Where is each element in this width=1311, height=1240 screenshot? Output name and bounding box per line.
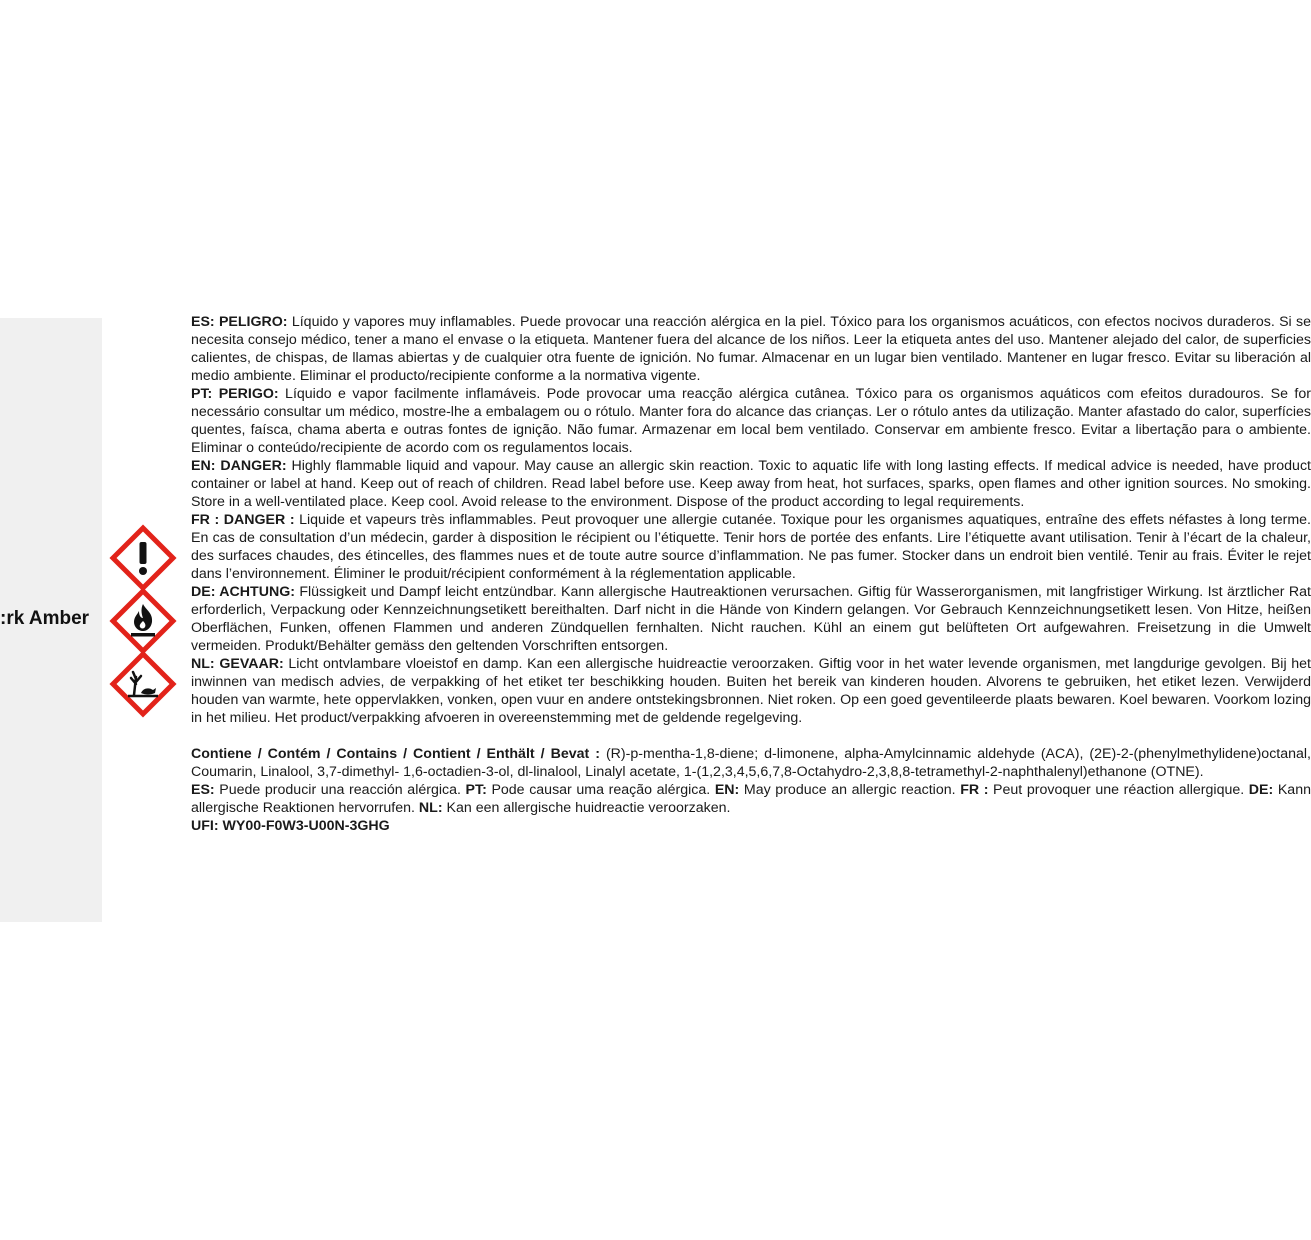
environment-hazard-icon [110, 651, 176, 717]
allergy-label-fr: FR : [960, 782, 989, 798]
allergy-text-de: Kann allergische Reaktionen hervorrufen. [191, 782, 1311, 816]
allergy-label-es: ES: [191, 782, 215, 798]
ufi-code [191, 817, 1311, 835]
allergy-text-fr: Peut provoquer une réaction allergique. [988, 782, 1249, 798]
hazard-label-en: EN: DANGER: [191, 458, 287, 474]
hazard-label-fr: FR : DANGER : [191, 512, 295, 528]
contains-statement [191, 745, 1311, 781]
hazard-statement-en [191, 457, 1311, 511]
contains-label: Contiene / Contém / Contains / Contient / Enthält / Bevat : [191, 746, 600, 762]
ghs-pictograms [110, 525, 176, 717]
hazard-text-es: Líquido y vapores muy inflamables. Puede provocar una reacción alérgica en la piel. Tóxico para los organismos acuáticos, con efectos nocivos duraderos. Si se necesita consejo médico, tener a mano el envase o la etiqueta. Mantener fuera del alcance de los niños. Leer la etiqueta antes del uso. Mantener alejado del calor, de superficies calientes, de chispas, de llamas abiertas y de cualquier otra fuente de ignición. No fumar. Almacenar en un lugar bien ventilado. Mantener en lugar fresco. Evitar su liberación al medio ambiente. Eliminar el producto/recipiente conforme a la normativa vigente. [191, 314, 1311, 384]
allergy-statement [191, 781, 1311, 817]
allergy-label-nl: NL: [418, 800, 443, 816]
hazard-statement-de [191, 583, 1311, 655]
hazard-label-es: ES: PELIGRO: [191, 314, 288, 330]
allergy-text-es: Puede producir una reacción alérgica. [214, 782, 466, 798]
hazard-text-en: Highly flammable liquid and vapour. May cause an allergic skin reaction. Toxic to aquatic life with long lasting effects. If medical advice is needed, have product container or label at hand. Keep out of reach of children. Read label before use. Keep away from heat, hot surfaces, sparks, open flames and other ignition sources. No smoking. Store in a well-ventilated place. Keep cool. Avoid release to the environment. Dispose of the product according to legal requirements. [191, 458, 1311, 510]
hazard-label-pt: PT: PERIGO: [191, 386, 279, 402]
contains-text: (R)-p-mentha-1,8-diene; d-limonene, alpha-Amylcinnamic aldehyde (ACA), (2E)-2-(phenylmethylidene)octanal, Coumarin, Linalool, 3,7-dimethyl- 1,6-octadien-3-ol, dl-linalool, Linalyl acetate, 1-(1,2,3,4,5,6,7,8-Octahydro-2,3,8,8-tetramethyl-2-naphthalenyl)ethanone (OTNE). [191, 746, 1311, 780]
hazard-statement-nl [191, 655, 1311, 727]
allergy-label-en: EN: [714, 782, 740, 798]
hazard-text-pt: Líquido e vapor facilmente inflamáveis. Pode provocar uma reacção alérgica cutânea. Tóxico para os organismos aquáticos com efeitos duradouros. Se for necessário consultar um médico, mostre-lhe a embalagem ou o rótulo. Manter fora do alcance das crianças. Ler o rótulo antes da utilização. Manter afastado do calor, superfícies quentes, faísca, chama aberta e outras fontes de ignição. Não fumar. Armazenar em local bem ventilado. Conservar em ambiente fresco. Evitar a libertação para o ambiente. Eliminar o conteúdo/recipiente de acordo com os regulamentos locais. [191, 386, 1311, 456]
hazard-text-nl: Licht ontvlambare vloeistof en damp. Kan een allergische huidreactie veroorzaken. Giftig voor in het water levende organismen, met langdurige gevolgen. Bij het inwinnen van medisch advies, de verpakking of het etiket ter beschikking houden. Buiten het bereik van kinderen houden. Alvorens te gebruiken, het etiket lezen. Verwijderd houden van warmte, hete oppervlakken, vonken, open vuur en andere ontstekingsbronnen. Niet roken. Op een goed geventileerde plaats bewaren. Koel bewaren. Voorkom lozing in het milieu. Het product/verpakking afvoeren in overeenstemming met de geldende regelgeving. [191, 656, 1311, 726]
allergy-label-de: DE: [1248, 782, 1274, 798]
allergy-text-pt: Pode causar uma reação alérgica. [486, 782, 715, 798]
ufi-text: UFI: WY00-F0W3-U00N-3GHG [191, 818, 390, 834]
flame-icon [110, 588, 176, 654]
allergy-label-pt: PT: [465, 782, 487, 798]
hazard-statement-pt [191, 385, 1311, 457]
allergy-text-nl: Kan een allergische huidreactie veroorzaken. [442, 800, 731, 816]
hazard-text-fr: Liquide et vapeurs très inflammables. Peut provoquer une allergie cutanée. Toxique pour les organismes aquatiques, entraîne des effets néfastes à long terme. En cas de consultation d’un médecin, garder à disposition le récipient ou l’étiquette. Tenir hors de portée des enfants. Lire l’étiquette avant utilisation. Tenir à l’écart de la chaleur, des surfaces chaudes, des étincelles, des flammes nues et de toute autre source d’inflammation. Ne pas fumer. Stocker dans un endroit bien ventilé. Tenir au frais. Éviter le rejet dans l’environnement. Éliminer le produit/récipient conformément à la réglementation applicable. [191, 512, 1311, 582]
hazard-statement-fr [191, 511, 1311, 583]
hazard-text-de: Flüssigkeit und Dampf leicht entzündbar. Kann allergische Hautreaktionen verursachen. Giftig für Wasserorganismen, mit langfristiger Wirkung. Ist ärztlicher Rat erforderlich, Verpackung oder Kennzeichnungsetikett bereithalten. Darf nicht in die Hände von Kindern gelangen. Vor Gebrauch Kennzeichnungsetikett lesen. Von Hitze, heißen Oberflächen, Funken, offenen Flammen und anderen Zündquellen fernhalten. Nicht rauchen. Kühl an einem gut belüfteten Ort aufgewahren. Freisetzung in die Umwelt vermeiden. Produkt/Behälter gemäss den geltenden Vorschriften entsorgen. [191, 584, 1311, 654]
hazard-label-nl: NL: GEVAAR: [191, 656, 284, 672]
label-text-area [191, 313, 1311, 933]
hazard-label-de: DE: ACHTUNG: [191, 584, 295, 600]
exclamation-mark-icon [110, 525, 176, 591]
allergy-text-en: May produce an allergic reaction. [739, 782, 961, 798]
product-name: rk Amber: [0, 608, 90, 629]
hazard-statement-es [191, 313, 1311, 385]
